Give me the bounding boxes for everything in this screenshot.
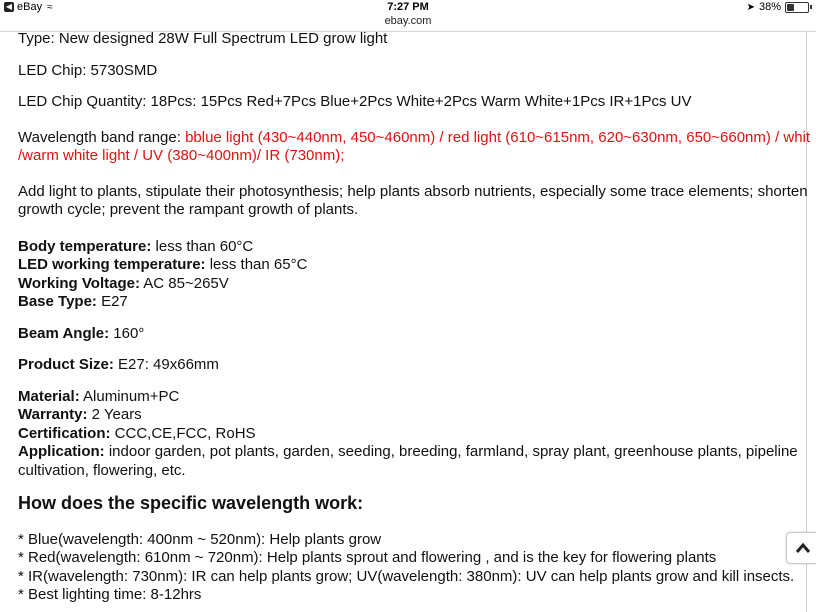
chip-line: LED Chip: 5730SMD bbox=[18, 61, 158, 79]
battery-tip bbox=[810, 5, 812, 9]
location-arrow-icon: ➤ bbox=[746, 1, 755, 13]
spec-product-size bbox=[18, 356, 816, 375]
spec-label: Product Size: bbox=[18, 356, 114, 373]
wavelength-label: Wavelength band range: bbox=[18, 128, 186, 146]
bullet-ir-uv: * IR(wavelength: 730nm): IR can help plants grow; UV(wavelength: 380nm): UV can help plants grow and kill insects. bbox=[18, 567, 795, 585]
chevron-up-icon bbox=[795, 542, 811, 554]
bullet-lighting-time: * Best lighting time: 8-12hrs bbox=[18, 586, 202, 603]
type-line: Type: New designed 28W Full Spectrum LED grow light bbox=[18, 30, 388, 47]
wavelength-heading: How does the specific wavelength work: bbox=[18, 493, 364, 513]
battery-icon bbox=[785, 2, 809, 13]
back-arrow-icon: ◀ bbox=[5, 2, 13, 11]
spec-value: Aluminum+PC bbox=[79, 387, 180, 405]
spec-label: Certification: bbox=[18, 424, 111, 442]
spec-led-temp bbox=[18, 256, 816, 275]
spec-application bbox=[18, 443, 816, 462]
spec-value: 2 Years bbox=[87, 406, 142, 423]
spec-label: Beam Angle: bbox=[18, 324, 110, 342]
status-right bbox=[747, 1, 812, 13]
spec-value: CCC,CE,FCC, RoHS bbox=[110, 424, 256, 442]
wavelength-line bbox=[18, 129, 816, 148]
spec-material bbox=[18, 388, 816, 407]
bullet-red: * Red(wavelength: 610nm ~ 720nm): Help plants sprout and flowering , and is the key for flowering plants bbox=[18, 549, 717, 566]
product-description bbox=[18, 30, 816, 605]
spec-label: Warranty: bbox=[18, 406, 88, 423]
spec-value: less than 60°C bbox=[151, 237, 254, 255]
spec-beam-angle bbox=[18, 325, 816, 344]
benefit-line: Add light to plants, stipulate their photosynthesis; help plants absorb nutrients, especially some trace elements; shorten bbox=[18, 182, 808, 200]
benefit-line-cont: growth cycle; prevent the rampant growth of plants. bbox=[18, 201, 359, 218]
spec-warranty bbox=[18, 406, 816, 425]
spec-voltage bbox=[18, 275, 816, 294]
spec-body-temp bbox=[18, 238, 816, 257]
spec-certification bbox=[18, 425, 816, 444]
wavelength-value: bblue light (430~440nm, 450~460nm) / red light (610~615nm, 620~630nm, 650~660nm) / whit bbox=[185, 128, 811, 146]
spec-value: indoor garden, pot plants, garden, seeding, breeding, farmland, spray plant, greenhouse plants, pipeline bbox=[104, 443, 798, 460]
spec-value: AC 85~265V bbox=[139, 274, 229, 292]
spec-value: E27: 49x66mm bbox=[113, 356, 219, 373]
wifi-icon: ≈ bbox=[47, 1, 53, 13]
spec-base-type bbox=[18, 293, 816, 312]
spec-application-cont: cultivation, flowering, etc. bbox=[18, 461, 186, 479]
spec-value: less than 65°C bbox=[205, 256, 308, 273]
qty-line: LED Chip Quantity: 18Pcs: 15Pcs Red+7Pcs Blue+2Pcs White+2Pcs Warm White+1Pcs IR+1Pcs UV bbox=[18, 93, 692, 110]
bullet-blue: * Blue(wavelength: 400nm ~ 520nm): Help plants grow bbox=[18, 530, 382, 548]
wavelength-value-cont: /warm white light / UV (380~400nm)/ IR (730nm); bbox=[18, 147, 345, 164]
spec-label: Material: bbox=[18, 387, 80, 405]
spec-value: E27 bbox=[96, 293, 128, 310]
back-app-label: eBay bbox=[17, 1, 43, 13]
spec-label: Base Type: bbox=[18, 293, 97, 310]
spec-label: Body temperature: bbox=[18, 237, 152, 255]
clock: 7:27 PM bbox=[387, 1, 429, 13]
spec-label: Application: bbox=[18, 443, 105, 460]
url-bar[interactable]: ebay.com bbox=[384, 15, 432, 27]
spec-label: Working Voltage: bbox=[18, 274, 140, 292]
battery-percent: 38% bbox=[758, 1, 781, 13]
spec-label: LED working temperature: bbox=[18, 256, 206, 273]
status-bar bbox=[0, 0, 816, 16]
scroll-to-top-button[interactable] bbox=[786, 532, 816, 564]
spec-value: 160° bbox=[109, 324, 145, 342]
